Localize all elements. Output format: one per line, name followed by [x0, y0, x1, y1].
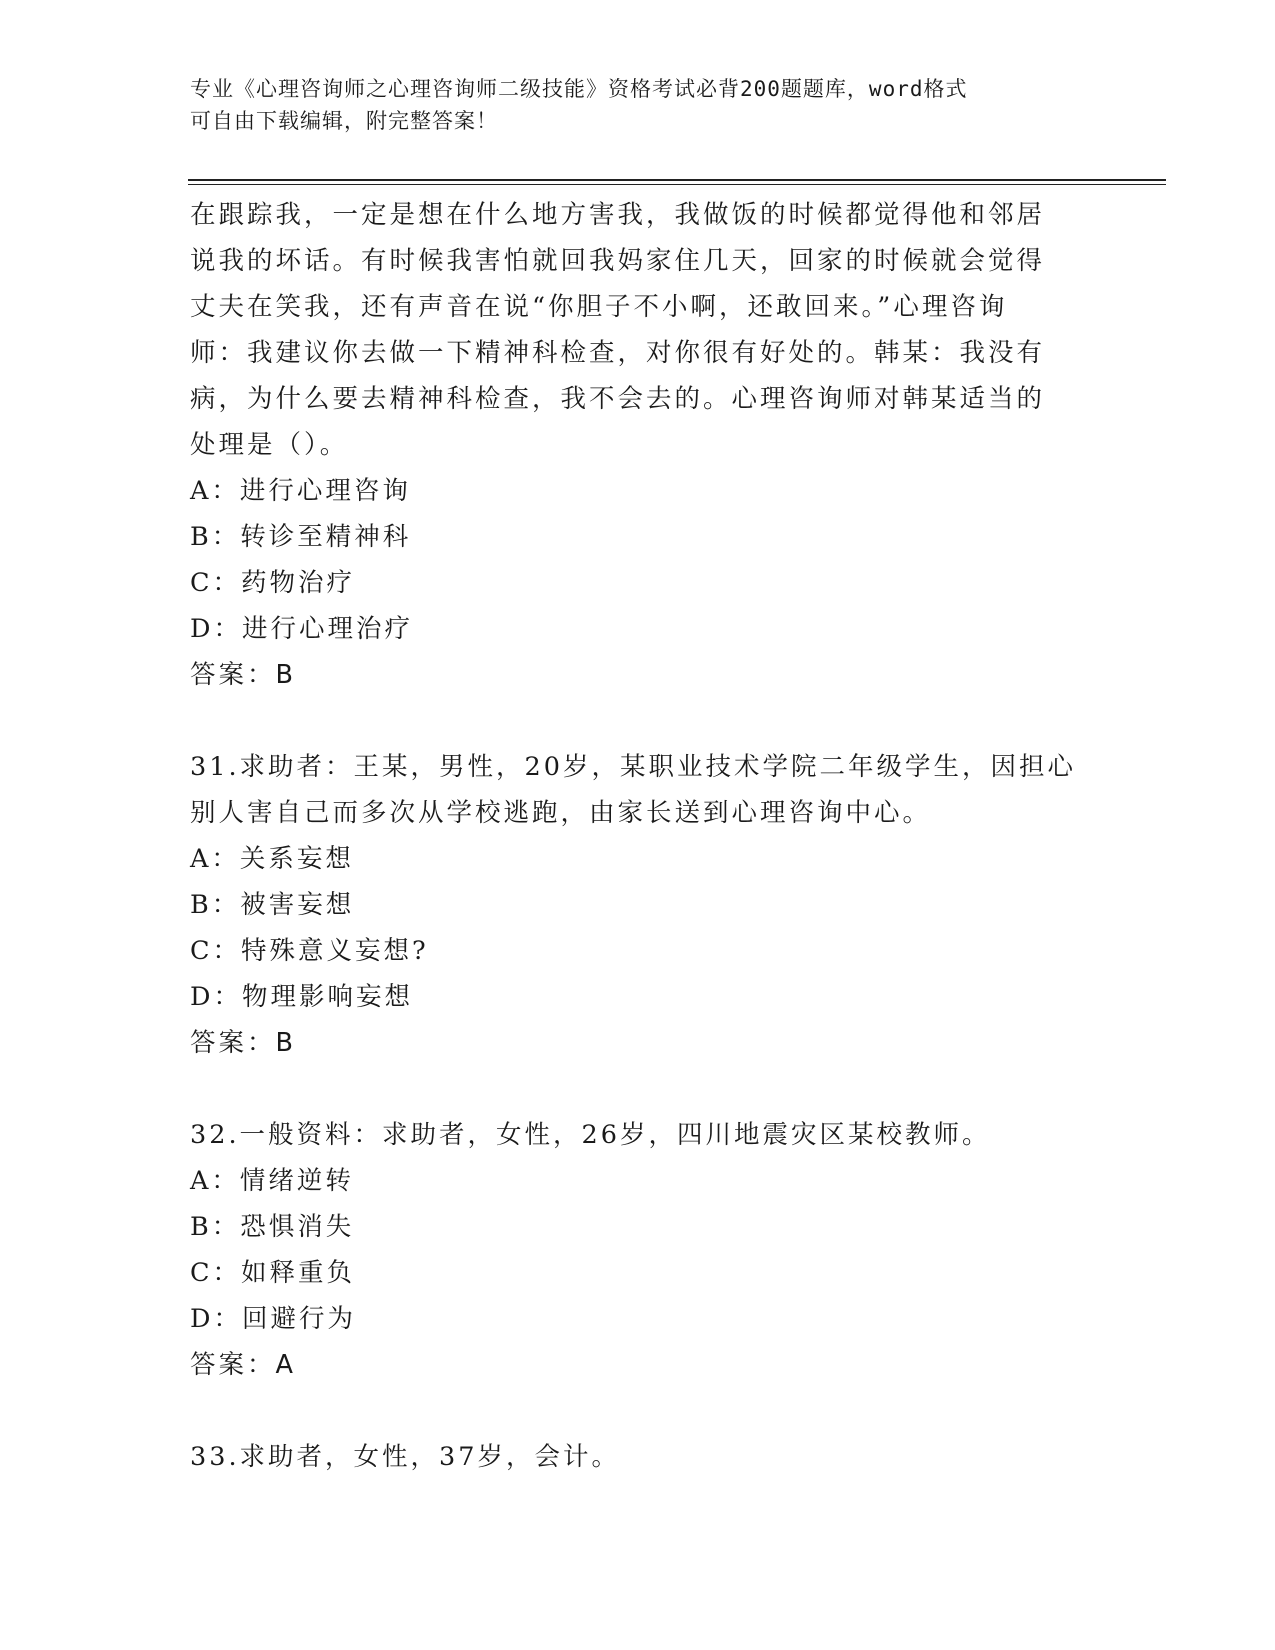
- answer-line: 答案：B: [190, 1028, 296, 1058]
- question-stem-line: 丈夫在笑我，还有声音在说“你胆子不小啊，还敢回来。”心理咨询: [190, 292, 1008, 322]
- question-stem-line: 别人害自己而多次从学校逃跑，由家长送到心理咨询中心。: [190, 798, 932, 828]
- question-stem-line: 32.一般资料：求助者，女性，26岁，四川地震灾区某校教师。: [190, 1120, 991, 1150]
- option-b: B：转诊至精神科: [190, 522, 412, 552]
- option-d: D：进行心理治疗: [190, 614, 413, 644]
- question-stem-line: 在跟踪我，一定是想在什么地方害我，我做饭的时候都觉得他和邻居: [190, 200, 1046, 230]
- option-d: D：回避行为: [190, 1304, 356, 1334]
- question-31: [190, 744, 1090, 1066]
- question-stem-line: 病，为什么要去精神科检查，我不会去的。心理咨询师对韩某适当的: [190, 384, 1046, 414]
- option-c: C：药物治疗: [190, 568, 356, 598]
- answer-line: 答案：B: [190, 660, 296, 690]
- spacer: [190, 1066, 1090, 1112]
- option-a: A：情绪逆转: [190, 1166, 354, 1196]
- option-c: C：特殊意义妄想?: [190, 936, 429, 966]
- header-title-line-1: 专业《心理咨询师之心理咨询师二级技能》资格考试必背200题题库，word格式: [190, 77, 968, 101]
- spacer: [190, 1388, 1090, 1434]
- question-stem-line: 33.求助者，女性，37岁，会计。: [190, 1442, 621, 1472]
- header-divider-thin: [188, 184, 1166, 185]
- header-divider-thick: [188, 179, 1166, 181]
- spacer: [190, 698, 1090, 744]
- question-stem-line: 说我的坏话。有时候我害怕就回我妈家住几天，回家的时候就会觉得: [190, 246, 1046, 276]
- question-30: [190, 192, 1090, 698]
- option-b: B：被害妄想: [190, 890, 355, 920]
- answer-line: 答案：A: [190, 1350, 296, 1380]
- question-content: [190, 192, 1090, 1480]
- question-33: [190, 1434, 1090, 1480]
- option-a: A：关系妄想: [190, 844, 354, 874]
- question-32: [190, 1112, 1090, 1388]
- option-d: D：物理影响妄想: [190, 982, 413, 1012]
- question-stem-line: 师：我建议你去做一下精神科检查，对你很有好处的。韩某：我没有: [190, 338, 1046, 368]
- option-a: A：进行心理咨询: [190, 476, 411, 506]
- option-c: C：如释重负: [190, 1258, 356, 1288]
- header-title-line-2: 可自由下载编辑，附完整答案！: [190, 109, 498, 133]
- option-b: B：恐惧消失: [190, 1212, 355, 1242]
- question-stem-line: 31.求助者：王某，男性，20岁，某职业技术学院二年级学生，因担心: [190, 752, 1077, 782]
- document-header: [190, 73, 1070, 137]
- question-stem-line: 处理是（）。: [190, 430, 349, 460]
